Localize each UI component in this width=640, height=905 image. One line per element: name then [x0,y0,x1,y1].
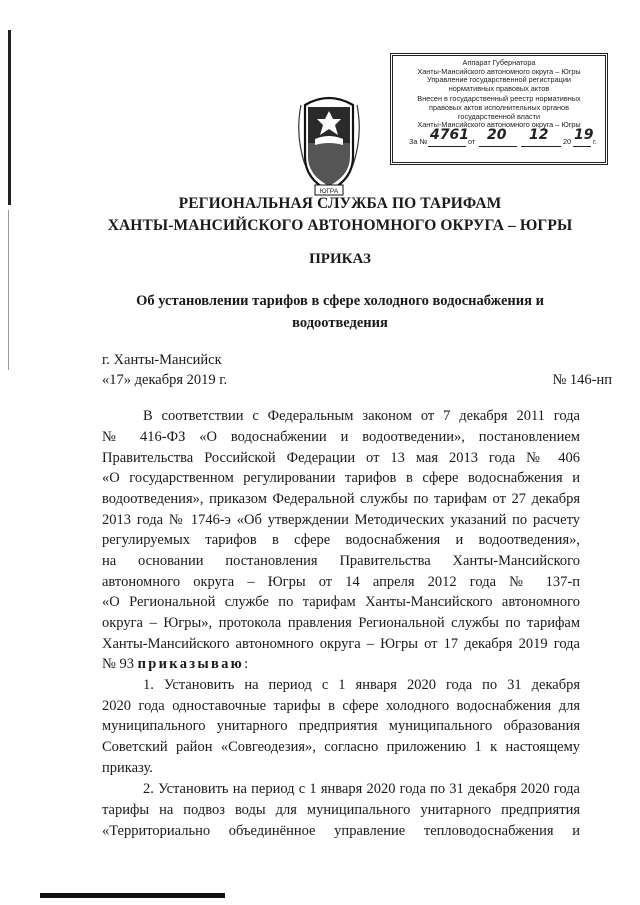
stamp-line: Управление государственной регистрации [427,75,571,85]
stamp-line: Внесен в государственный реестр нормативных [417,94,581,104]
item2-line: «Территориально объединённое управление тепловодоснабжения и [102,823,580,839]
stamp-line: государственной власти [457,111,541,121]
stamp-registration-line [395,126,603,147]
body-line: Ханты-Мансийского автономного округа – Югры от 17 декабря 2019 года [102,636,580,652]
emblem-banner-text: ЮГРА [319,188,339,195]
stamp-line: правовых актов исполнительных органов [429,102,569,112]
order-line [102,656,580,673]
item2-line: тарифы на подвоз воды для муниципального унитарного предприятия [102,802,580,818]
item1-line: 2020 года одноставочные тарифы в сфере холодного водоснабжения для [102,698,580,714]
stamp-reg-number: 4761 [430,126,469,143]
stamp-line: нормативных правовых актов [448,83,550,93]
item2-line: 2. Установить на период с 1 января 2020 года по 31 декабря 2020 года [143,781,580,797]
stamp-reg-sep: от [468,136,476,146]
coat-of-arms-emblem [297,85,361,199]
scan-edge-mark [8,30,11,205]
body-line: Правительства Российской Федерации от 13 мая 2013 года № 406 [102,450,580,466]
item1-line: муниципального унитарного предприятия муниципального образования [102,718,580,734]
order-protocol-number: № 93 [102,656,134,672]
item1-line: приказу. [102,760,153,776]
scan-bottom-mark [40,893,225,898]
stamp-reg-month: 12 [529,126,549,143]
organization-title-line1: РЕГИОНАЛЬНАЯ СЛУЖБА ПО ТАРИФАМ [178,195,502,212]
subject-line: Об установлении тарифов в сфере холодного водоснабжения и [136,293,544,309]
order-keyword: приказываю [137,656,245,672]
body-line: В соответствии с Федеральным законом от 7 декабря 2011 года [143,408,580,424]
item1-line: 1. Установить на период с 1 января 2020 года по 31 декабря [143,677,580,693]
body-line: «О Региональной службе по тарифам Ханты-Мансийского автономного [102,594,580,610]
stamp-reg-year-suffix: 19 [574,126,594,143]
body-line: на основании постановления Правительства Ханты-Мансийского [102,553,580,569]
stamp-reg-year-prefix: 20 [563,136,572,146]
registration-stamp [390,53,608,165]
scan-edge-mark-faint [8,210,9,370]
item1-line: Советский район «Совгеодезия», согласно приложению 1 к настоящему [102,739,580,755]
stamp-line: Аппарат Губернатора [462,58,536,67]
order-colon: : [244,656,249,672]
organization-title-line2: ХАНТЫ-МАНСИЙСКОГО АВТОНОМНОГО ОКРУГА – ЮГРЫ [107,217,573,234]
body-line: округа – Югры», протокола правления Региональной службы по тарифам [102,615,580,631]
document-type-title: ПРИКАЗ [309,251,371,267]
body-line: регулируемых тарифов в сфере водоснабжения и водоотведения», [102,532,580,548]
stamp-reg-label: За № [409,136,428,146]
stamp-reg-year-unit: г. [593,136,597,146]
city-text: г. Ханты-Мансийск [102,352,222,368]
stamp-line: Ханты-Мансийского автономного округа – Югры [417,66,581,76]
document-number: № 146-нп [552,372,612,388]
body-line: 2013 года № 1746-э «Об утверждении Методических указаний по расчету [102,512,580,528]
date-text: «17» декабря 2019 г. [102,372,228,388]
document-subject [110,290,570,334]
body-line: водоотведения», приказом Федеральной службы по тарифам от 27 декабря [102,491,580,507]
stamp-reg-day: 20 [487,126,507,143]
body-line: «О государственном регулировании тарифов в сфере водоснабжения и [102,470,580,486]
body-line: № 416-ФЗ «О водоснабжении и водоотведении», постановлением [102,429,580,445]
subject-line: водоотведения [292,315,388,331]
stamp-line: Ханты-Мансийского автономного округа – Югры [417,120,581,130]
body-line: автономного округа – Югры от 14 апреля 2012 года № 137-п [102,574,580,590]
